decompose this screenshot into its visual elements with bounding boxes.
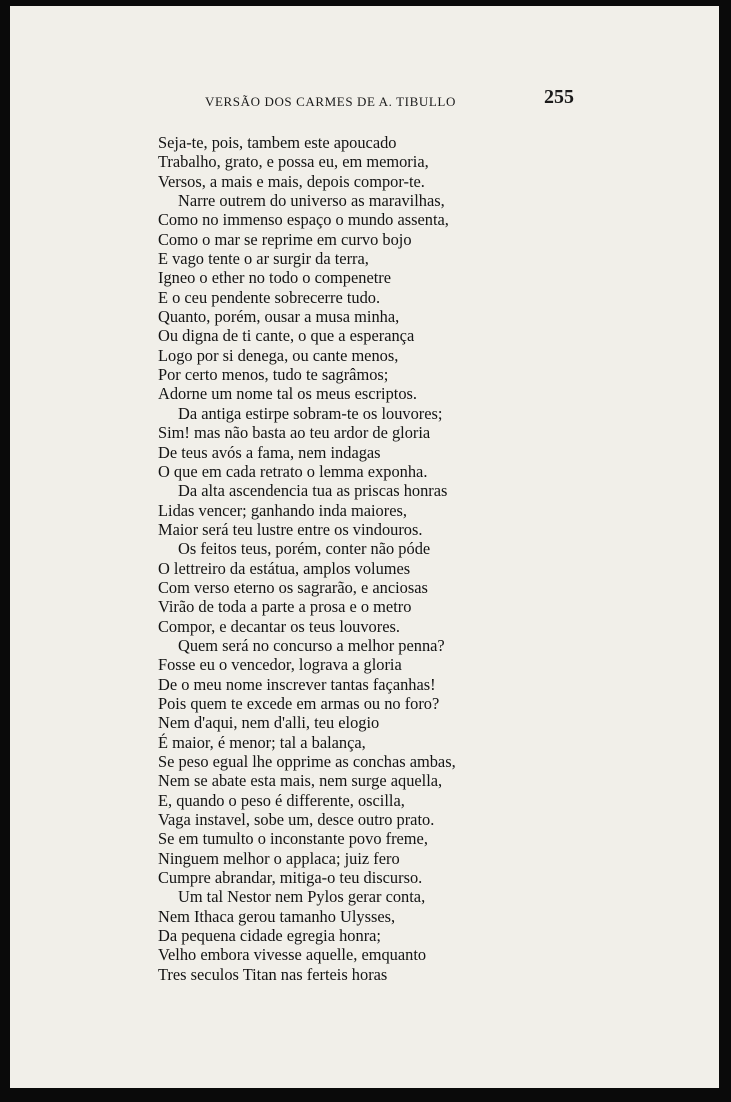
verse-line: Pois quem te excede em armas ou no foro? — [158, 693, 440, 713]
verse-line: Maior será teu lustre entre os vindouros. — [158, 519, 423, 539]
verse-line: Logo por si denega, ou cante menos, — [158, 345, 399, 365]
verse-line: E o ceu pendente sobrecerre tudo. — [158, 287, 381, 307]
verse-line: Lidas vencer; ganhando inda maiores, — [158, 500, 407, 520]
verse-line: O lettreiro da estátua, amplos volumes — [158, 558, 411, 578]
verse-line: Adorne um nome tal os meus escriptos. — [158, 384, 418, 404]
verse-line: Ou digna de ti cante, o que a esperança — [158, 326, 415, 346]
verse-line: Fosse eu o vencedor, lograva a gloria — [158, 655, 402, 675]
verse-line: Da pequena cidade egregia honra; — [158, 926, 381, 946]
verse-line: Como o mar se reprime em curvo bojo — [158, 229, 412, 249]
verse-line: Cumpre abrandar, mitiga-o teu discurso. — [158, 868, 423, 888]
verse-line: Nem d'aqui, nem d'alli, teu elogio — [158, 713, 380, 733]
verse-line: Como no immenso espaço o mundo assenta, — [158, 210, 449, 230]
book-page — [10, 6, 719, 1088]
verse-line: Por certo menos, tudo te sagrâmos; — [158, 365, 389, 385]
verse-line: De teus avós a fama, nem indagas — [158, 442, 381, 462]
verse-line: Narre outrem do universo as maravilhas, — [178, 191, 445, 211]
verse-line: E vago tente o ar surgir da terra, — [158, 249, 369, 269]
verse-line: Da alta ascendencia tua as priscas honras — [178, 481, 448, 501]
verse-line: Trabalho, grato, e possa eu, em memoria, — [158, 152, 429, 172]
verse-line: Velho embora vivesse aquelle, emquanto — [158, 945, 427, 965]
verse-line: Versos, a mais e mais, depois compor-te. — [158, 171, 425, 191]
verse-line: É maior, é menor; tal a balança, — [158, 732, 366, 752]
verse-line: O que em cada retrato o lemma exponha. — [158, 461, 428, 481]
verse-line: Nem Ithaca gerou tamanho Ulysses, — [158, 906, 396, 926]
poem-text — [158, 133, 678, 984]
verse-line: Quanto, porém, ousar a musa minha, — [158, 307, 400, 327]
verse-line: Nem se abate esta mais, nem surge aquella, — [158, 771, 443, 791]
running-title: VERSÃO DOS CARMES DE A. TIBULLO — [205, 94, 456, 109]
verse-line: Se peso egual lhe opprime as conchas ambas, — [158, 752, 456, 771]
verse-line: Se em tumulto o inconstante povo freme, — [158, 829, 428, 849]
verse-line: De o meu nome inscrever tantas façanhas! — [158, 674, 436, 694]
verse-line: Seja-te, pois, tambem este apoucado — [158, 133, 397, 152]
verse-line: Da antiga estirpe sobram-te os louvores; — [178, 403, 443, 423]
verse-line: Um tal Nestor nem Pylos gerar conta, — [178, 887, 426, 907]
verse-line: Ninguem melhor o applaca; juiz fero — [158, 848, 400, 868]
verse-line: E, quando o peso é differente, oscilla, — [158, 790, 405, 810]
verse-line: Virão de toda a parte a prosa e o metro — [158, 597, 412, 617]
page-header — [10, 86, 719, 114]
verse-line: Com verso eterno os sagrarão, e anciosas — [158, 577, 428, 597]
page-number: 255 — [544, 86, 574, 108]
verse-line: Compor, e decantar os teus louvores. — [158, 616, 400, 636]
verse-line: Sim! mas não basta ao teu ardor de gloria — [158, 423, 431, 443]
verse-line: Igneo o ether no todo o compenetre — [158, 268, 392, 288]
verse-line: Quem será no concurso a melhor penna? — [178, 635, 445, 655]
verse-line: Tres seculos Titan nas ferteis horas — [158, 964, 388, 984]
verse-line: Vaga instavel, sobe um, desce outro prato. — [158, 810, 435, 830]
verse-line: Os feitos teus, porém, conter não póde — [178, 539, 431, 559]
